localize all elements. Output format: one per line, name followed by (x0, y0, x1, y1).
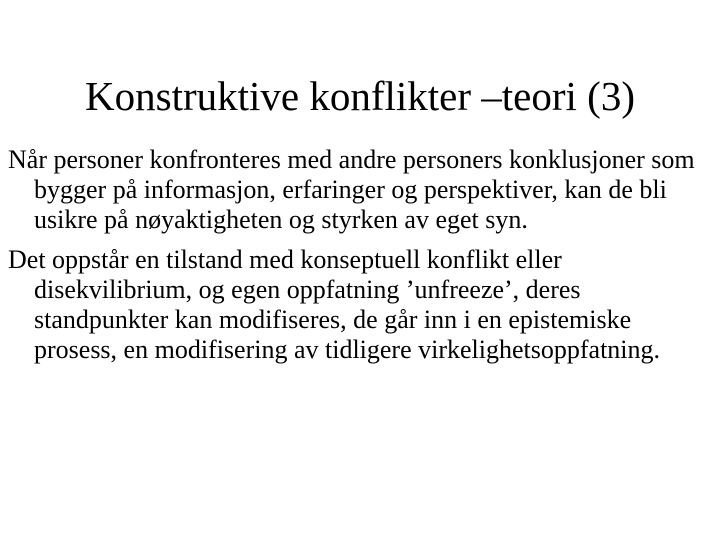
paragraph-1: Når personer konfronteres med andre personers konklusjoner som bygger på informasjon, erfaringer og perspektiver, kan de bli usikre på nøyaktigheten og styrken av eget syn. (8, 145, 695, 234)
slide-body (8, 145, 714, 365)
paragraph-2: Det oppstår en tilstand med konseptuell konflikt eller disekvilibrium, og egen oppfatning ’unfreeze’, deres standpunkter kan modifiseres, de går inn i en epistemiske prosess, en modifisering av tidligere virkelighetsoppfatning. (8, 245, 661, 364)
slide-title: Konstruktive konflikter –teori (3) (85, 73, 635, 119)
